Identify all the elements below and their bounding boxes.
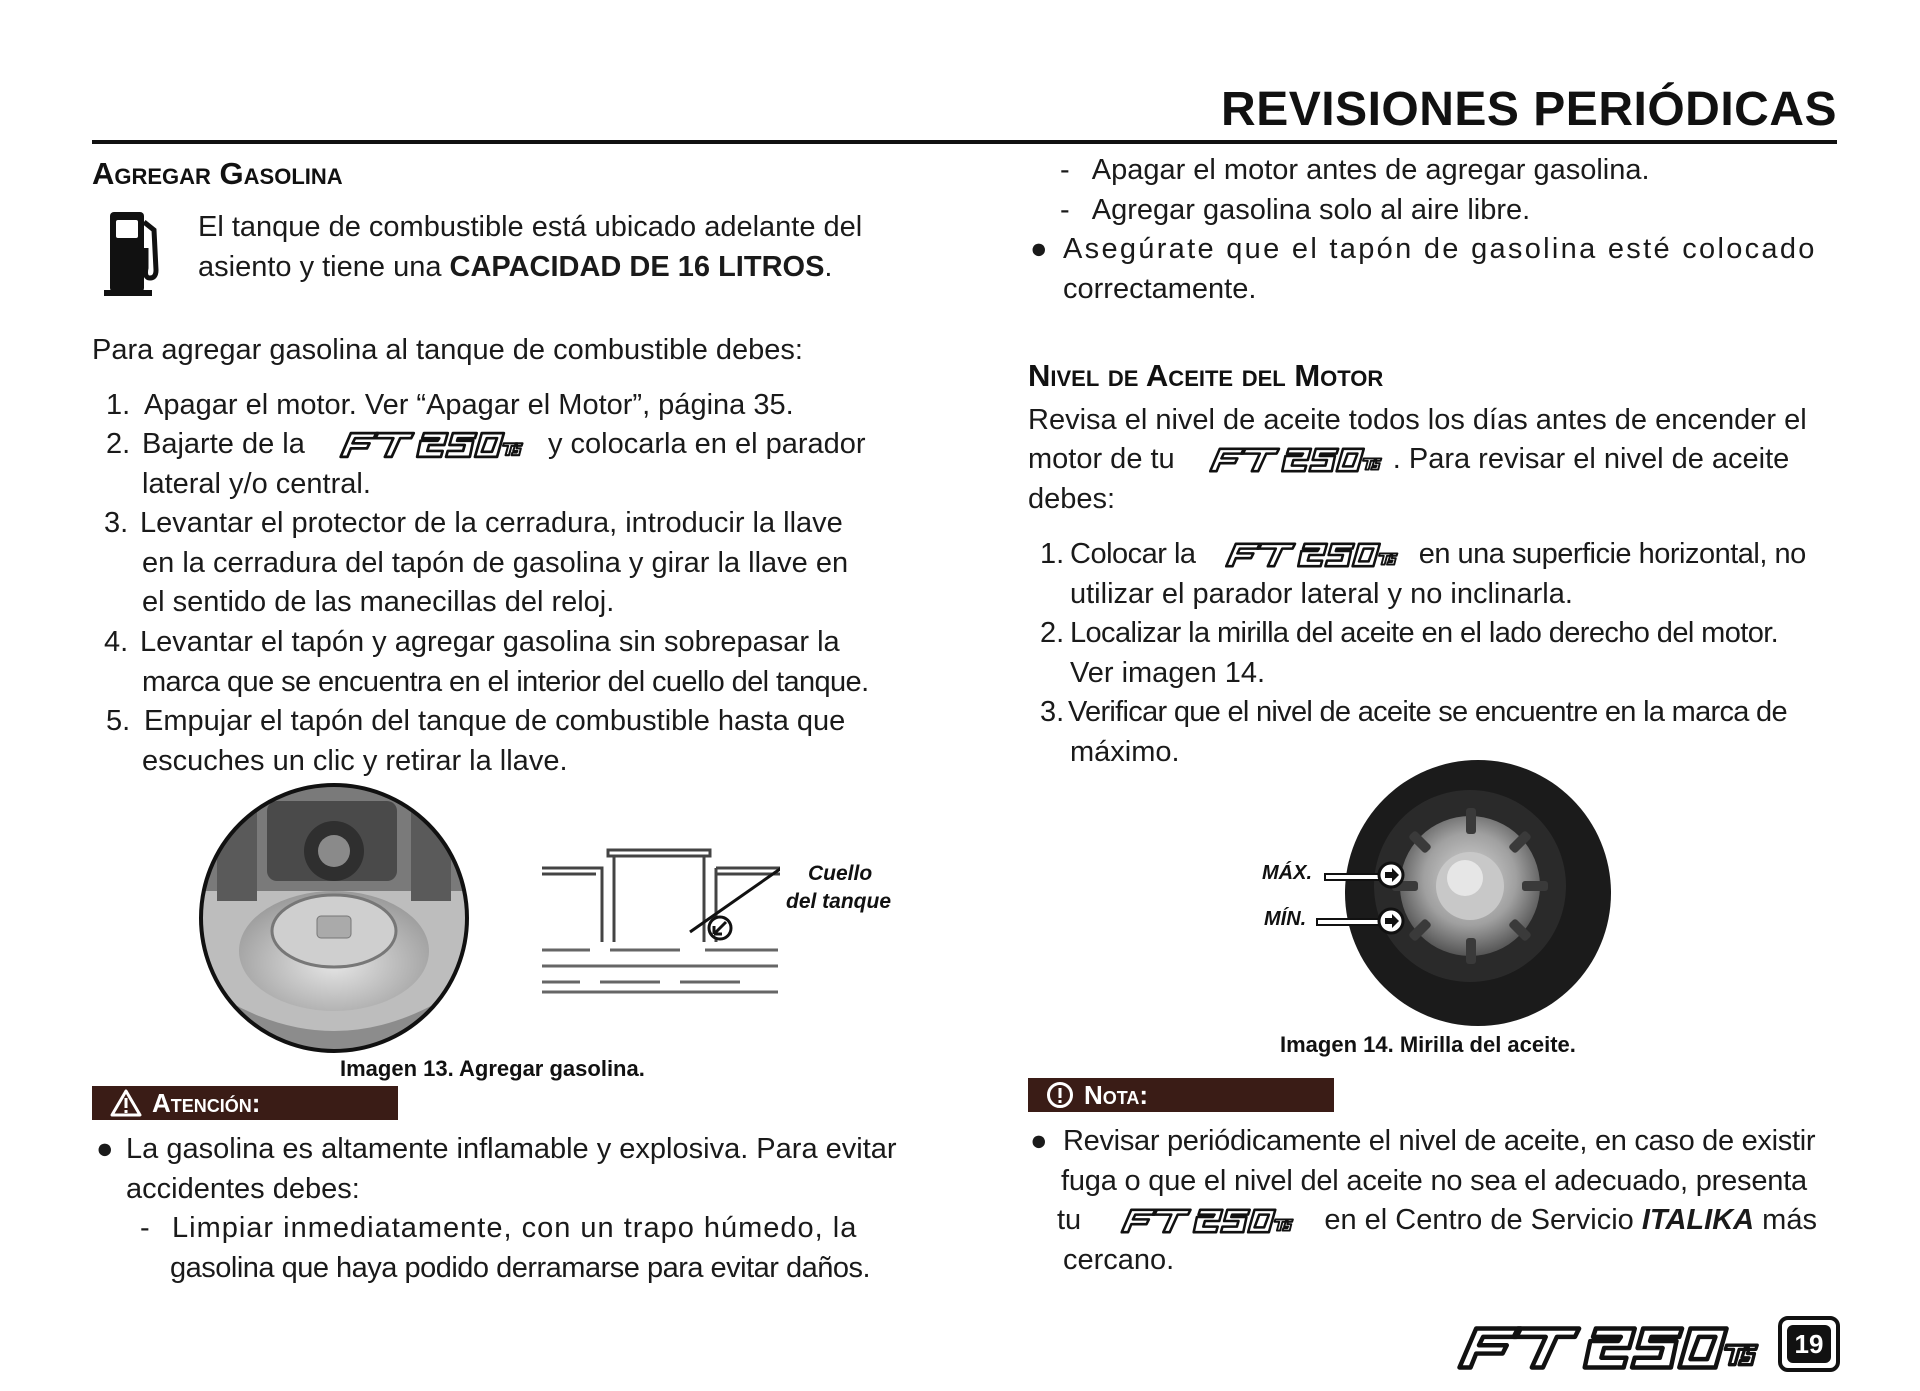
list-item: 1. Colocar la en una superficie horizontal, no utilizar el parador lateral y no inclinarla. xyxy=(1040,538,1806,610)
list-item: 2. Bajarte de la y colocarla en el parador lateral y/o central. xyxy=(106,428,866,500)
section-heading-nivel-aceite: Nivel de Aceite del Motor xyxy=(1028,358,1384,393)
right-dash-item-1: - Apagar el motor antes de agregar gasolina. xyxy=(1060,154,1650,186)
bullet-dot: ● xyxy=(1030,233,1048,265)
bullet-dot: ● xyxy=(96,1133,114,1165)
ft250ts-logo xyxy=(319,428,534,462)
fuel-tank-intro: El tanque de combustible está ubicado adelante del asiento y tiene una CAPACIDAD DE 16 LITROS. xyxy=(198,211,863,283)
note-banner: Nota: xyxy=(1028,1078,1334,1112)
list-item: 3. Verificar que el nivel de aceite se encuentre en la marca de máximo. xyxy=(1040,696,1787,768)
tank-neck-label-line1: Cuello xyxy=(808,862,873,885)
fuel-cap-photo xyxy=(197,781,471,1055)
tank-neck-diagram xyxy=(540,842,780,1002)
fuel-pump-icon xyxy=(104,208,166,298)
header-divider xyxy=(92,140,1837,144)
page-number-badge: 19 xyxy=(1778,1316,1840,1372)
attention-bullet: ● La gasolina es altamente inflamable y explosiva. Para evitar accidentes debes: xyxy=(96,1130,926,1210)
oil-sight-glass-photo xyxy=(1340,758,1618,1028)
max-arrow-icon xyxy=(1376,860,1406,890)
warning-icon xyxy=(110,1089,142,1117)
dash-marker: - xyxy=(1060,194,1070,226)
italika-brand: ITALIKA xyxy=(1641,1204,1755,1236)
image-14-caption: Imagen 14. Mirilla del aceite. xyxy=(1280,1032,1576,1057)
list-item: 2. Localizar la mirilla del aceite en el lado derecho del motor. Ver imagen 14. xyxy=(1040,617,1779,689)
note-bullet: ● Revisar periódicamente el nivel de aceite, en caso de existir fuga o que el nivel del aceite no sea el adecuado, presenta tu en el Centro de Servicio ITALIKA más cercano. xyxy=(1030,1122,1850,1282)
dash-marker: - xyxy=(140,1212,150,1244)
tank-neck-label-line2: del tanque xyxy=(786,890,892,913)
info-exclamation-icon xyxy=(1046,1081,1074,1109)
page-header-title: REVISIONES PERIÓDICAS xyxy=(1221,83,1837,136)
oil-intro-line1: Revisa el nivel de aceite todos los días antes de encender el xyxy=(1028,404,1807,436)
tank-capacity: CAPACIDAD DE 16 LITROS xyxy=(449,250,825,283)
fuel-cap-bullet: ● Asegúrate que el tapón de gasolina esté colocado correctamente. xyxy=(1030,230,1840,310)
min-mark-label: MÍN. xyxy=(1264,908,1307,930)
footer-ft250ts-logo xyxy=(1440,1320,1760,1376)
oil-intro-line2: motor de tu . Para revisar el nivel de aceite xyxy=(1028,443,1790,475)
list-item: 5. Empujar el tapón del tanque de combustible hasta que escuches un clic y retirar la llave. xyxy=(106,705,846,777)
max-mark-label: MÁX. xyxy=(1262,862,1312,884)
oil-intro-line3: debes: xyxy=(1028,483,1116,515)
attention-banner: Atención: xyxy=(92,1086,398,1120)
attention-sub-item: - Limpiar inmediatamente, con un trapo húmedo, la gasolina que haya podido derramarse para evitar daños. xyxy=(140,1209,930,1289)
image-13-caption: Imagen 13. Agregar gasolina. xyxy=(340,1056,645,1081)
section-heading-agregar-gasolina: Agregar Gasolina xyxy=(92,156,343,191)
fuel-steps-lead: Para agregar gasolina al tanque de combustible debes: xyxy=(92,334,803,366)
list-item: 3. Levantar el protector de la cerradura, introducir la llave en la cerradura del tapón de gasolina y girar la llave en el sentido de las manecillas del reloj. xyxy=(104,507,849,618)
right-dash-item-2: - Agregar gasolina solo al aire libre. xyxy=(1060,194,1531,226)
ft250ts-logo xyxy=(1191,444,1391,476)
list-item: 4. Levantar el tapón y agregar gasolina sin sobrepasar la marca que se encuentra en el interior del cuello del tanque. xyxy=(104,626,869,698)
ft250ts-logo xyxy=(1095,1205,1310,1237)
ft250ts-logo xyxy=(1207,539,1407,571)
dash-marker: - xyxy=(1060,154,1070,186)
min-arrow-icon xyxy=(1376,906,1406,936)
bullet-dot: ● xyxy=(1030,1125,1048,1157)
